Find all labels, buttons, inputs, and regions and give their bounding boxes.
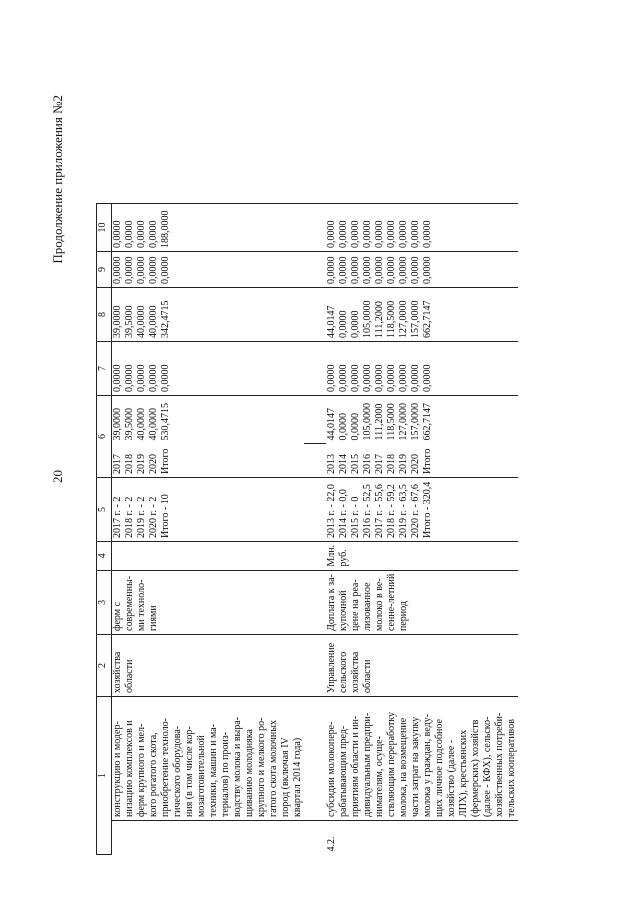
column-header-7: 7: [97, 341, 112, 395]
cell-c3: [326, 570, 518, 634]
cell-line: (далее - КФХ), сельско-: [482, 716, 493, 817]
cell-line: 0,0000: [160, 256, 171, 284]
cell-line: конструкцию и модер-: [112, 721, 123, 817]
cell-line: 44,0147: [326, 407, 337, 441]
cell-line: 118,5000: [386, 300, 397, 338]
cell-line: 39,0000: [112, 305, 123, 338]
cell-line: щиванию молодняка: [244, 729, 255, 817]
cell-line: 157,0000: [410, 402, 421, 441]
cell-line: 0,0000: [136, 256, 147, 284]
cell-line: Итого: [160, 448, 171, 474]
cell-line: приятиям области и ин-: [350, 715, 361, 817]
cell-line: (фермерских) хозяйств: [470, 719, 481, 817]
cell-line: 0,0000: [124, 364, 135, 392]
cell-line: 4.2.: [326, 836, 337, 852]
cell-line: 40,0000: [136, 305, 147, 338]
cell-c6v: [112, 395, 305, 443]
cell-line: 44,0147: [326, 305, 337, 338]
row-spacer: [304, 203, 326, 854]
cell-c1: [112, 697, 305, 821]
cell-line: 127,0000: [398, 402, 409, 441]
cell-c3: [112, 570, 305, 634]
cell-c2: [326, 635, 518, 697]
cell-line: 0,0000: [374, 364, 385, 392]
cell-line: Доплата к за-: [326, 574, 337, 631]
column-header-3: 3: [97, 570, 112, 634]
cell-line: 0,0000: [326, 256, 337, 284]
cell-line: цене на реа-: [350, 579, 361, 631]
cell-line: 40,0000: [136, 407, 147, 441]
program-table: [96, 203, 518, 855]
cell-line: 0,0000: [338, 256, 349, 284]
cell-line: ферм с: [112, 601, 123, 631]
cell-line: 0,0000: [112, 220, 123, 248]
cell-line: 2017: [112, 453, 123, 474]
cell-line: Управление: [326, 642, 337, 693]
cell-line: дивидуальным предпри-: [362, 712, 373, 817]
cell-line: молока у граждан, веду-: [422, 713, 433, 817]
column-header-8: 8: [97, 287, 112, 341]
cell-line: лизованное: [362, 582, 373, 631]
cell-line: 111,2000: [374, 403, 385, 441]
cell-line: 0,0000: [398, 256, 409, 284]
cell-c8: [326, 287, 518, 341]
cell-line: квартал 2014 года): [292, 737, 303, 817]
cell-line: руб.: [338, 549, 349, 567]
cell-line: современны-: [124, 575, 135, 631]
cell-line: 0,0000: [350, 412, 361, 441]
cell-line: 0,0000: [338, 364, 349, 392]
cell-line: 2014: [338, 453, 349, 474]
cell-c10: [112, 203, 305, 251]
cell-line: период: [398, 601, 409, 631]
cell-line: 2020 г. - 2: [148, 496, 159, 538]
cell-line: 0,0000: [422, 364, 433, 392]
cell-line: 157,0000: [410, 300, 421, 338]
cell-c1: [326, 697, 518, 821]
table-row: [326, 203, 518, 854]
cell-line: 105,0000: [362, 402, 373, 441]
cell-line: 2018: [386, 453, 397, 474]
cell-line: 0,0000: [124, 220, 135, 248]
cell-line: 0,0000: [148, 220, 159, 248]
cell-line: ферм крупного и мел-: [136, 723, 147, 817]
cell-line: 0,0000: [350, 256, 361, 284]
cell-line: субсидии молокопере-: [326, 721, 337, 817]
cell-line: 0,0000: [410, 220, 421, 248]
column-header-4: 4: [97, 541, 112, 570]
cell-line: Млн.: [326, 544, 337, 567]
cell-line: 0,0000: [326, 364, 337, 392]
cell-line: сельского: [338, 651, 349, 693]
cell-line: 118,5000: [386, 403, 397, 441]
column-header-9: 9: [97, 251, 112, 287]
cell-line: 0,0000: [362, 256, 373, 284]
cell-line: гатого скота молочных: [268, 720, 279, 817]
cell-c10: [326, 203, 518, 251]
cell-line: 2013: [326, 453, 337, 474]
cell-line: 662,7147: [422, 300, 433, 338]
cell-c2: [112, 635, 305, 697]
cell-line: 0,0000: [362, 364, 373, 392]
cell-line: 0,0000: [136, 364, 147, 392]
cell-line: ния (в том числе кор-: [184, 726, 195, 817]
column-header-5: 5: [97, 477, 112, 541]
cell-line: 105,0000: [362, 300, 373, 338]
cell-line: 127,0000: [398, 300, 409, 338]
table-row: [112, 203, 305, 854]
cell-line: молока, на возмещение: [398, 717, 409, 817]
cell-c4: [112, 541, 305, 570]
cell-line: 0,0000: [350, 220, 361, 248]
cell-line: 0,0000: [386, 220, 397, 248]
cell-line: 0,0000: [148, 364, 159, 392]
cell-line: 662,7147: [422, 402, 433, 441]
cell-line: 2015 г. - 0: [350, 496, 361, 538]
rotated-content: [50, 55, 610, 855]
cell-line: 2018: [124, 453, 135, 474]
cell-line: 111,2000: [374, 301, 385, 338]
cell-line: Итого - 10: [160, 494, 171, 538]
cell-line: 0,0000: [112, 256, 123, 284]
column-header-2: 2: [97, 635, 112, 697]
cell-line: 39,5000: [124, 305, 135, 338]
cell-line: 0,0000: [410, 364, 421, 392]
cell-line: приобретение техноло-: [160, 718, 171, 817]
cell-line: 2017: [374, 453, 385, 474]
cell-line: 2018 г. - 2: [124, 496, 135, 538]
cell-line: 0,0000: [398, 364, 409, 392]
column-header-1: 1: [97, 697, 112, 855]
cell-c8: [112, 287, 305, 341]
cell-line: 0,0000: [422, 256, 433, 284]
cell-line: щих личное подсобное: [434, 719, 445, 817]
cell-c4: [326, 541, 518, 570]
cell-line: 188,0000: [160, 210, 171, 248]
cell-line: 2019: [136, 453, 147, 474]
cell-line: 0,0000: [362, 220, 373, 248]
cell-line: 0,0000: [374, 220, 385, 248]
cell-line: низацию комплексов и: [124, 720, 135, 817]
cell-line: 2014 г. - 0,0: [338, 489, 349, 538]
cell-line: Итого: [422, 448, 433, 474]
cell-line: 0,0000: [112, 364, 123, 392]
cell-line: териалов) по произ-: [220, 731, 231, 817]
cell-line: 0,0000: [124, 256, 135, 284]
cell-line: 2020 г. - 67,6: [410, 484, 421, 538]
cell-no: [326, 821, 518, 855]
cell-line: части затрат на закупку: [410, 716, 421, 817]
cell-line: 2019 г. - 2: [136, 496, 147, 538]
cell-line: 0,0000: [422, 220, 433, 248]
cell-c6y: [326, 443, 518, 477]
cell-c9: [326, 251, 518, 287]
cell-line: молоко в ве-: [374, 578, 385, 631]
cell-line: ствляющим переработку: [386, 711, 397, 817]
cell-line: купочной: [338, 590, 349, 631]
cell-line: водству молока и выра-: [232, 716, 243, 817]
cell-c6y: [112, 443, 305, 477]
cell-c7: [112, 341, 305, 395]
cell-line: 2013 г. - 22,0: [326, 484, 337, 538]
cell-line: хозяйство (далее -: [446, 739, 457, 817]
cell-line: 0,0000: [386, 364, 397, 392]
cell-c5: [112, 477, 305, 541]
cell-line: области: [124, 659, 135, 693]
cell-line: 0,0000: [148, 256, 159, 284]
appendix-title: Продолжение приложения №2: [50, 95, 65, 264]
cell-line: 2016 г. - 52,5: [362, 484, 373, 538]
cell-c5: [326, 477, 518, 541]
cell-c7: [326, 341, 518, 395]
cell-line: тельских кооперативов: [506, 719, 517, 817]
cell-line: хозяйственных потреби-: [494, 712, 505, 817]
cell-c6v: [326, 395, 518, 443]
page-number: 20: [50, 470, 65, 483]
column-header-10: 10: [97, 203, 112, 251]
cell-line: 0,0000: [338, 412, 349, 441]
cell-line: 0,0000: [374, 256, 385, 284]
cell-line: 2017 г. - 2: [112, 496, 123, 538]
cell-line: 40,0000: [148, 407, 159, 441]
cell-line: хозяйства: [350, 651, 361, 693]
cell-line: 0,0000: [136, 220, 147, 248]
cell-line: 2020: [410, 453, 421, 474]
cell-line: 0,0000: [338, 220, 349, 248]
cell-c9: [112, 251, 305, 287]
cell-line: крупного и мелкого ро-: [256, 717, 267, 817]
cell-no: [112, 821, 305, 855]
cell-line: 2019: [398, 453, 409, 474]
cell-line: 0,0000: [160, 364, 171, 392]
column-header-6: 6: [97, 395, 112, 477]
cell-line: пород (включая IV: [280, 737, 291, 817]
cell-line: 2020: [148, 453, 159, 474]
cell-line: рабатывающим пред-: [338, 725, 349, 817]
cell-line: нимателям, осуще-: [374, 736, 385, 817]
cell-line: 530,4715: [160, 402, 171, 441]
cell-line: ми техноло-: [136, 579, 147, 631]
cell-line: 0,0000: [350, 310, 361, 338]
cell-line: 2015: [350, 453, 361, 474]
header-row: [97, 203, 112, 854]
cell-line: гиями: [148, 605, 159, 631]
cell-line: 0,0000: [398, 220, 409, 248]
cell-line: 2018 г. - 59,2: [386, 484, 397, 538]
cell-line: Итого - 320,4: [422, 481, 433, 538]
cell-line: 0,0000: [326, 220, 337, 248]
cell-line: 2016: [362, 453, 373, 474]
cell-line: 0,0000: [350, 364, 361, 392]
cell-line: области: [362, 659, 373, 693]
cell-line: мозаготовительной: [196, 735, 207, 817]
cell-line: кого рогатого скота,: [148, 732, 159, 817]
cell-line: 2019 г. - 63,5: [398, 484, 409, 538]
cell-line: сенне-летний: [386, 573, 397, 631]
cell-line: 39,0000: [112, 407, 123, 441]
cell-line: 0,0000: [338, 310, 349, 338]
cell-line: 342,4715: [160, 300, 171, 338]
cell-line: 2017 г. - 55,6: [374, 484, 385, 538]
cell-line: ЛПХ), крестьянских: [458, 729, 469, 817]
cell-line: 0,0000: [410, 256, 421, 284]
cell-line: техники, машин и ма-: [208, 723, 219, 817]
cell-line: 0,0000: [386, 256, 397, 284]
cell-line: 39,5000: [124, 407, 135, 441]
cell-line: 40,0000: [148, 305, 159, 338]
cell-line: хозяйства: [112, 651, 123, 693]
cell-line: гического оборудова-: [172, 725, 183, 817]
